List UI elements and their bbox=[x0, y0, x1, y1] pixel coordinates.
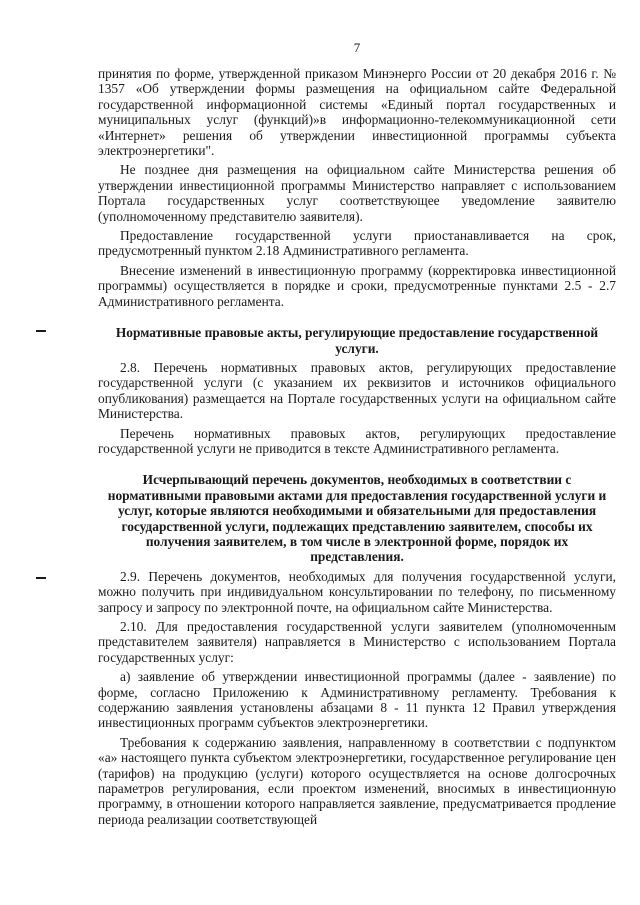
paragraph: принятия по форме, утвержденной приказом Минэнерго России от 20 декабря 2016 г. № 1357 «Об утверждении формы размещения на официальном сайте Федеральной государственной информационной системы «Единый портал государственных и муниципальных услуг (функций)»в информационно-телекоммуникационной сети «Интернет» решения об утверждении инвестиционной программы субъекта электроэнергетики". bbox=[98, 66, 616, 159]
paragraph: 2.9. Перечень документов, необходимых для получения государственной услуги, можно получить при индивидуальном консультировании по телефону, по письменному запросу и запросу по электронной почте, на официальном сайте Министерства. bbox=[98, 568, 616, 615]
paragraph: а) заявление об утверждении инвестиционной программы (далее - заявление) по форме, согласно Приложению к Административному регламенту. Требования к содержанию заявления установлены абзацами 8 - 11 пункта 12 Правил утверждения инвестиционных программ субъектов электроэнергетики. bbox=[98, 669, 616, 731]
margin-mark bbox=[36, 330, 46, 332]
paragraph: 2.10. Для предоставления государственной услуги заявителем (уполномоченным представителем заявителя) направляется в Министерство с использованием Портала государственных услуг: bbox=[98, 619, 616, 665]
paragraph: Внесение изменений в инвестиционную программу (корректировка инвестиционной программы) осуществляется в порядке и сроки, предусмотренные пунктами 2.5 - 2.7 Административного регламента. bbox=[98, 262, 616, 309]
paragraph: Требования к содержанию заявления, направленному в соответствии с подпунктом «а» настоящего пункта субъектом электроэнергетики, государственное регулирование цен (тарифов) на продукцию (услуги) которого осуществляется на основе долгосрочных параметров регулирования, если проектом изменений, вносимых в инвестиционную программу, в отношении которого направляется заявление, предусматривается продление периода реализации соответствующей bbox=[98, 734, 616, 827]
paragraph: 2.8. Перечень нормативных правовых актов, регулирующих предоставление государственной услуги (с указанием их реквизитов и источников официального опубликования) размещается на Портале государственных услуги на официальном сайте Министерства. bbox=[98, 359, 616, 422]
paragraph: Перечень нормативных правовых актов, регулирующих предоставление государственной услуги не приводится в тексте Административного регламента. bbox=[98, 425, 616, 456]
paragraph: Предоставление государственной услуги приостанавливается на срок, предусмотренный пунктом 2.18 Административного регламента. bbox=[98, 228, 616, 259]
document-body bbox=[98, 66, 616, 827]
paragraph: Не позднее дня размещения на официальном сайте Министерства решения об утверждении инвестиционной программы Министерство направляет с использованием Портала государственных услуг соответствующее уведомление заявителю (уполномоченному представителю заявителя). bbox=[98, 162, 616, 224]
margin-mark bbox=[36, 577, 46, 579]
section-heading: Нормативные правовые акты, регулирующие предоставление государственной услуги. bbox=[115, 325, 599, 356]
page-number: 7 bbox=[353, 40, 361, 55]
section-heading: Исчерпывающий перечень документов, необходимых в соответствии с нормативными правовыми актами для предоставления государственной услуги и услуг, которые являются необходимыми и обязательными для предоставления государственной услуги, подлежащих представлению заявителем, способы их получения заявителем, в том числе в электронной форме, порядок их представления. bbox=[107, 472, 607, 565]
